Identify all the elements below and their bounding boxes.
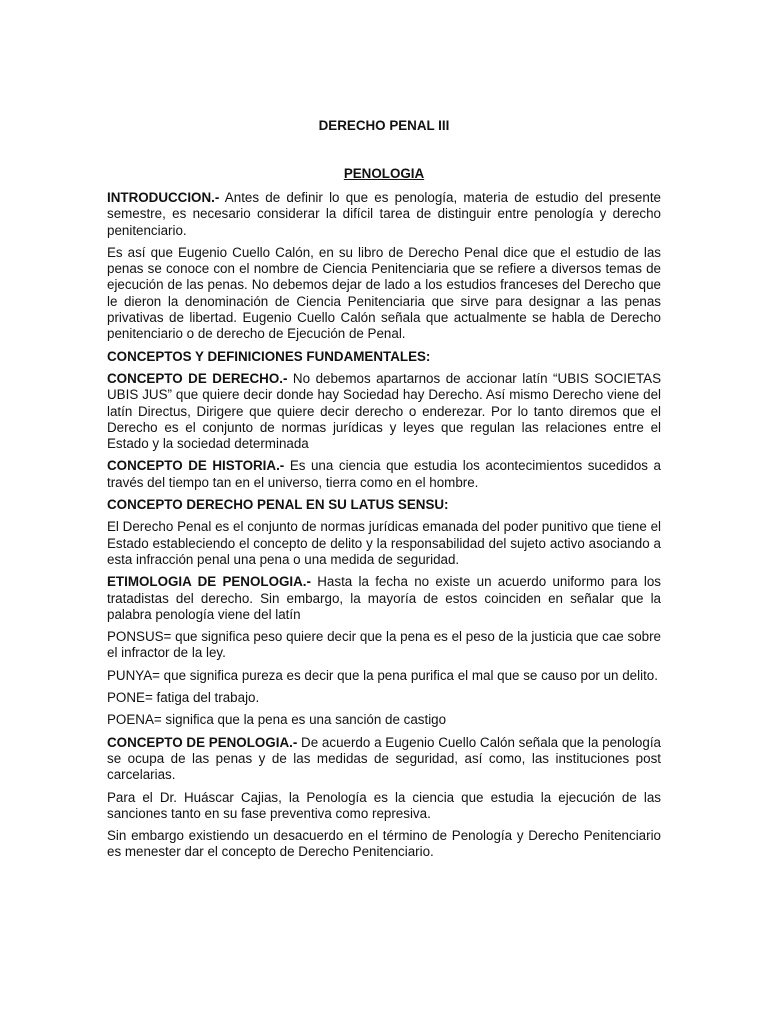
paragraph-cajias	[107, 790, 661, 823]
paragraph-ponsus	[107, 629, 661, 662]
paragraph-concepto-historia	[107, 458, 661, 491]
paragraph-pone	[107, 690, 661, 706]
document-body	[107, 190, 661, 867]
paragraph-text: PONE= fatiga del trabajo.	[107, 690, 260, 706]
paragraph-text: Hasta la fecha no existe un acuerdo uniformo para los tratadistas del derecho. Sin embargo, la mayoría de estos coinciden en señalar que la palabra penología viene del latín	[107, 574, 661, 622]
paragraph-derecho-penal	[107, 519, 661, 568]
paragraph-text: PONSUS= que significa peso quiere decir que la pena es el peso de la justicia que cae sobre el infractor de la ley.	[107, 629, 661, 661]
paragraph-concepto-derecho	[107, 371, 661, 452]
paragraph-text: Es una ciencia que estudia los acontecimientos sucedidos a través del tiempo tan en el universo, tierra como en el hombre.	[107, 458, 661, 490]
paragraph-introduccion	[107, 190, 661, 239]
paragraph-punya	[107, 668, 661, 684]
paragraph-text: No debemos apartarnos de accionar latín “UBIS SOCIETAS UBIS JUS” que quiere decir donde hay Sociedad hay Derecho. Así mismo Derecho viene del latín Directus, Dirigere que quiere decir derecho o enderezar. Por lo tanto diremos que el Derecho es el conjunto de normas jurídicas y leyes que regulan las relaciones entre el Estado y la sociedad determinada	[107, 370, 662, 452]
document-subtitle: PENOLOGIA	[343, 166, 425, 181]
paragraph-text: De acuerdo a Eugenio Cuello Calón señala que la penología se ocupa de las penas y de las medidas de seguridad, así como, las instituciones post carcelarias.	[107, 734, 661, 783]
paragraph-text: Antes de definir lo que es penología, materia de estudio del presente semestre, es necesario considerar la difícil tarea de distinguir entre penología y derecho penitenciario.	[107, 190, 661, 238]
paragraph-lead: ETIMOLOGIA DE PENOLOGIA.-	[107, 574, 311, 590]
paragraph-lead: CONCEPTO DE HISTORIA.-	[107, 458, 285, 474]
paragraph-etimologia	[107, 574, 661, 623]
paragraph-desacuerdo	[107, 828, 661, 861]
section-heading-latus-sensu: CONCEPTO DERECHO PENAL EN SU LATUS SENSU:	[107, 497, 449, 513]
document-title: DERECHO PENAL III	[318, 118, 450, 133]
paragraph-text: Es así que Eugenio Cuello Calón, en su libro de Derecho Penal dice que el estudio de las penas se conoce con el nombre de Ciencia Penitenciaria que se refiere a diversos temas de ejecución de las penas. No debemos dejar de lado a los estudios franceses del Derecho que le dieron la denominación de Ciencia Penitenciaria que sirve para designar a las penas privativas de libertad. Eugenio Cuello Calón señala que actualmente se habla de Derecho penitenciario o de derecho de Ejecución de Penal.	[107, 244, 661, 342]
paragraph-lead: CONCEPTO DE PENOLOGIA.-	[107, 734, 298, 750]
section-heading-conceptos: CONCEPTOS Y DEFINICIONES FUNDAMENTALES:	[107, 348, 431, 364]
paragraph-text: PUNYA= que significa pureza es decir que la pena purifica el mal que se causo por un delito.	[107, 667, 658, 683]
paragraph-lead: CONCEPTO DE DERECHO.-	[107, 370, 288, 386]
paragraph-text: Para el Dr. Huáscar Cajias, la Penología es la ciencia que estudia la ejecución de las sanciones tanto en su fase preventiva como represiva.	[107, 789, 661, 821]
paragraph-poena	[107, 712, 661, 728]
paragraph-cuello-calon	[107, 245, 661, 343]
paragraph-concepto-penologia	[107, 735, 661, 784]
paragraph-text: El Derecho Penal es el conjunto de normas jurídicas emanada del poder punitivo que tiene el Estado estableciendo el concepto de delito y la responsabilidad del sujeto activo asociando a esta infracción penal una pena o una medida de seguridad.	[107, 519, 661, 567]
paragraph-text: POENA= significa que la pena es una sanción de castigo	[107, 712, 447, 728]
paragraph-text: Sin embargo existiendo un desacuerdo en el término de Penología y Derecho Penitenciario es menester dar el concepto de Derecho Penitenciario.	[107, 828, 661, 860]
paragraph-lead: INTRODUCCION.-	[107, 190, 220, 205]
